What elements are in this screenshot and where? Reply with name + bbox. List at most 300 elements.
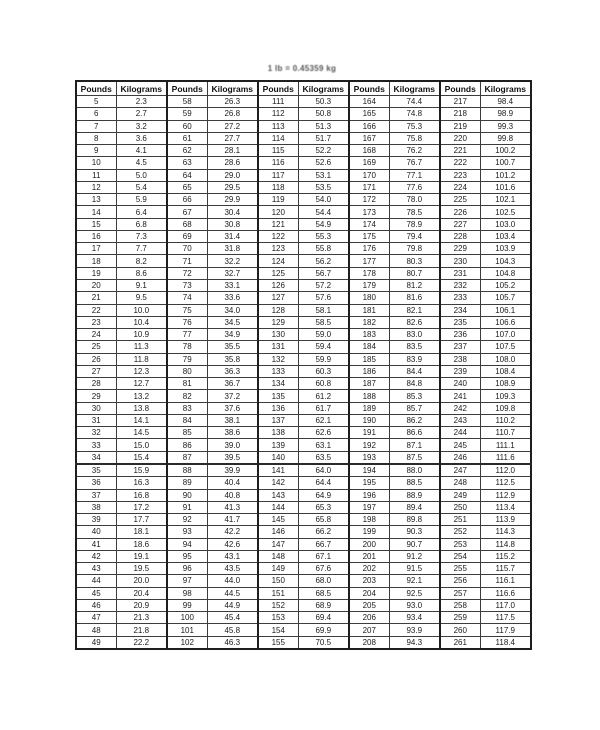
pounds-cell: 102 (167, 636, 207, 649)
kilograms-column-header: Kilograms (389, 81, 440, 96)
pounds-cell: 84 (167, 414, 207, 426)
pounds-cell: 136 (258, 402, 298, 414)
pounds-cell: 112 (258, 108, 298, 120)
kilograms-cell: 41.7 (207, 514, 258, 526)
kilograms-cell: 63.1 (298, 439, 349, 451)
kilograms-cell: 5.4 (116, 181, 167, 193)
kilograms-cell: 60.3 (298, 365, 349, 377)
pounds-cell: 86 (167, 439, 207, 451)
pounds-cell: 155 (258, 636, 298, 649)
pounds-cell: 60 (167, 120, 207, 132)
pounds-cell: 232 (440, 279, 480, 291)
kilograms-cell: 77.1 (389, 169, 440, 181)
kilograms-cell: 67.1 (298, 550, 349, 562)
kilograms-cell: 34.9 (207, 329, 258, 341)
pounds-cell: 93 (167, 526, 207, 538)
pounds-cell: 200 (349, 538, 389, 550)
pounds-column-header: Pounds (440, 81, 480, 96)
pounds-cell: 142 (258, 477, 298, 489)
pounds-cell: 24 (76, 329, 116, 341)
pounds-cell: 243 (440, 414, 480, 426)
pounds-cell: 71 (167, 255, 207, 267)
table-row (76, 464, 531, 477)
kilograms-cell: 113.4 (480, 501, 531, 513)
table-row (76, 612, 531, 624)
pounds-cell: 49 (76, 636, 116, 649)
table-row (76, 255, 531, 267)
kilograms-cell: 37.6 (207, 402, 258, 414)
pounds-cell: 148 (258, 550, 298, 562)
kilograms-cell: 65.3 (298, 501, 349, 513)
kilograms-cell: 91.2 (389, 550, 440, 562)
pounds-cell: 235 (440, 316, 480, 328)
pounds-cell: 30 (76, 402, 116, 414)
kilograms-cell: 17.2 (116, 501, 167, 513)
pounds-cell: 176 (349, 243, 389, 255)
kilograms-cell: 32.2 (207, 255, 258, 267)
kilograms-cell: 9.5 (116, 292, 167, 304)
table-row (76, 243, 531, 255)
kilograms-cell: 59.0 (298, 329, 349, 341)
table-row (76, 316, 531, 328)
pounds-cell: 194 (349, 464, 389, 477)
pounds-cell: 41 (76, 538, 116, 550)
kilograms-cell: 42.6 (207, 538, 258, 550)
pounds-cell: 131 (258, 341, 298, 353)
kilograms-cell: 111.6 (480, 451, 531, 464)
kilograms-cell: 27.2 (207, 120, 258, 132)
pounds-cell: 202 (349, 563, 389, 575)
pounds-cell: 15 (76, 218, 116, 230)
pounds-cell: 230 (440, 255, 480, 267)
pounds-cell: 27 (76, 365, 116, 377)
kilograms-cell: 86.6 (389, 427, 440, 439)
pounds-cell: 241 (440, 390, 480, 402)
kilograms-cell: 74.8 (389, 108, 440, 120)
pounds-cell: 44 (76, 575, 116, 587)
kilograms-cell: 89.8 (389, 514, 440, 526)
kilograms-cell: 68.5 (298, 587, 349, 599)
pounds-cell: 206 (349, 612, 389, 624)
kilograms-cell: 50.3 (298, 96, 349, 108)
kilograms-cell: 90.3 (389, 526, 440, 538)
table-row (76, 230, 531, 242)
pounds-cell: 79 (167, 353, 207, 365)
pounds-cell: 8 (76, 132, 116, 144)
kilograms-column-header: Kilograms (116, 81, 167, 96)
table-row (76, 575, 531, 587)
kilograms-cell: 92.5 (389, 587, 440, 599)
kilograms-cell: 84.8 (389, 378, 440, 390)
kilograms-cell: 39.5 (207, 451, 258, 464)
pounds-cell: 130 (258, 329, 298, 341)
kilograms-cell: 5.0 (116, 169, 167, 181)
kilograms-cell: 85.3 (389, 390, 440, 402)
kilograms-cell: 18.6 (116, 538, 167, 550)
kilograms-cell: 34.0 (207, 304, 258, 316)
kilograms-cell: 39.9 (207, 464, 258, 477)
table-row (76, 96, 531, 108)
table-row (76, 218, 531, 230)
kilograms-cell: 115.7 (480, 563, 531, 575)
kilograms-cell: 91.5 (389, 563, 440, 575)
kilograms-cell: 3.2 (116, 120, 167, 132)
kilograms-cell: 110.7 (480, 427, 531, 439)
kilograms-cell: 78.9 (389, 218, 440, 230)
pounds-cell: 253 (440, 538, 480, 550)
table-row (76, 169, 531, 181)
pounds-cell: 180 (349, 292, 389, 304)
kilograms-cell: 15.4 (116, 451, 167, 464)
kilograms-cell: 45.4 (207, 612, 258, 624)
pounds-cell: 227 (440, 218, 480, 230)
kilograms-cell: 20.0 (116, 575, 167, 587)
pounds-cell: 150 (258, 575, 298, 587)
pounds-cell: 61 (167, 132, 207, 144)
kilograms-cell: 13.8 (116, 402, 167, 414)
pounds-cell: 18 (76, 255, 116, 267)
pounds-cell: 258 (440, 599, 480, 611)
kilograms-cell: 100.7 (480, 157, 531, 169)
kilograms-cell: 83.9 (389, 353, 440, 365)
kilograms-cell: 38.6 (207, 427, 258, 439)
kilograms-cell: 88.5 (389, 477, 440, 489)
kilograms-cell: 31.4 (207, 230, 258, 242)
pounds-cell: 75 (167, 304, 207, 316)
kilograms-cell: 16.3 (116, 477, 167, 489)
kilograms-cell: 76.7 (389, 157, 440, 169)
kilograms-cell: 8.6 (116, 267, 167, 279)
pounds-column-header: Pounds (349, 81, 389, 96)
kilograms-cell: 6.8 (116, 218, 167, 230)
pounds-cell: 167 (349, 132, 389, 144)
kilograms-cell: 43.5 (207, 563, 258, 575)
pounds-cell: 182 (349, 316, 389, 328)
kilograms-cell: 109.3 (480, 390, 531, 402)
kilograms-cell: 110.2 (480, 414, 531, 426)
kilograms-cell: 7.3 (116, 230, 167, 242)
pounds-cell: 68 (167, 218, 207, 230)
pounds-cell: 252 (440, 526, 480, 538)
pounds-cell: 228 (440, 230, 480, 242)
kilograms-cell: 29.0 (207, 169, 258, 181)
kilograms-cell: 51.7 (298, 132, 349, 144)
pounds-cell: 118 (258, 181, 298, 193)
pounds-cell: 123 (258, 243, 298, 255)
pounds-cell: 38 (76, 501, 116, 513)
pounds-cell: 179 (349, 279, 389, 291)
kilograms-cell: 64.0 (298, 464, 349, 477)
pounds-cell: 88 (167, 464, 207, 477)
kilograms-cell: 93.4 (389, 612, 440, 624)
kilograms-column-header: Kilograms (207, 81, 258, 96)
pounds-cell: 224 (440, 181, 480, 193)
kilograms-cell: 68.0 (298, 575, 349, 587)
pounds-cell: 11 (76, 169, 116, 181)
pounds-cell: 137 (258, 414, 298, 426)
pounds-cell: 120 (258, 206, 298, 218)
pounds-cell: 254 (440, 550, 480, 562)
kilograms-cell: 75.3 (389, 120, 440, 132)
table-row (76, 624, 531, 636)
kilograms-cell: 94.3 (389, 636, 440, 649)
table-row (76, 194, 531, 206)
pounds-cell: 7 (76, 120, 116, 132)
pounds-cell: 100 (167, 612, 207, 624)
kilograms-cell: 112.5 (480, 477, 531, 489)
pounds-cell: 164 (349, 96, 389, 108)
kilograms-cell: 99.3 (480, 120, 531, 132)
pounds-cell: 242 (440, 402, 480, 414)
pounds-cell: 145 (258, 514, 298, 526)
kilograms-cell: 36.3 (207, 365, 258, 377)
kilograms-cell: 113.9 (480, 514, 531, 526)
pounds-cell: 124 (258, 255, 298, 267)
kilograms-cell: 76.2 (389, 145, 440, 157)
pounds-cell: 134 (258, 378, 298, 390)
kilograms-cell: 67.6 (298, 563, 349, 575)
pounds-cell: 48 (76, 624, 116, 636)
pounds-cell: 82 (167, 390, 207, 402)
kilograms-cell: 83.0 (389, 329, 440, 341)
pounds-cell: 149 (258, 563, 298, 575)
kilograms-cell: 87.1 (389, 439, 440, 451)
kilograms-cell: 5.9 (116, 194, 167, 206)
table-body (76, 96, 531, 650)
kilograms-cell: 104.3 (480, 255, 531, 267)
pounds-cell: 239 (440, 365, 480, 377)
pounds-cell: 187 (349, 378, 389, 390)
kilograms-cell: 34.5 (207, 316, 258, 328)
kilograms-cell: 52.6 (298, 157, 349, 169)
pounds-cell: 203 (349, 575, 389, 587)
pounds-cell: 99 (167, 599, 207, 611)
kilograms-cell: 93.0 (389, 599, 440, 611)
kilograms-cell: 100.2 (480, 145, 531, 157)
pounds-cell: 97 (167, 575, 207, 587)
kilograms-cell: 26.3 (207, 96, 258, 108)
kilograms-cell: 99.8 (480, 132, 531, 144)
kilograms-cell: 28.6 (207, 157, 258, 169)
pounds-cell: 66 (167, 194, 207, 206)
pounds-cell: 5 (76, 96, 116, 108)
pounds-cell: 13 (76, 194, 116, 206)
kilograms-cell: 59.9 (298, 353, 349, 365)
kilograms-cell: 77.6 (389, 181, 440, 193)
pounds-cell: 197 (349, 501, 389, 513)
kilograms-cell: 3.6 (116, 132, 167, 144)
pounds-cell: 185 (349, 353, 389, 365)
kilograms-cell: 90.7 (389, 538, 440, 550)
kilograms-cell: 56.7 (298, 267, 349, 279)
kilograms-cell: 41.3 (207, 501, 258, 513)
pounds-cell: 201 (349, 550, 389, 562)
pounds-cell: 166 (349, 120, 389, 132)
pounds-cell: 58 (167, 96, 207, 108)
pounds-cell: 101 (167, 624, 207, 636)
kilograms-cell: 101.2 (480, 169, 531, 181)
kilograms-cell: 21.8 (116, 624, 167, 636)
pounds-cell: 83 (167, 402, 207, 414)
kilograms-cell: 80.7 (389, 267, 440, 279)
kilograms-cell: 103.0 (480, 218, 531, 230)
pounds-column-header: Pounds (258, 81, 298, 96)
kilograms-cell: 80.3 (389, 255, 440, 267)
pounds-cell: 40 (76, 526, 116, 538)
kilograms-cell: 2.3 (116, 96, 167, 108)
kilograms-cell: 14.1 (116, 414, 167, 426)
pounds-cell: 174 (349, 218, 389, 230)
pounds-cell: 128 (258, 304, 298, 316)
kilograms-cell: 103.9 (480, 243, 531, 255)
pounds-cell: 199 (349, 526, 389, 538)
pounds-cell: 22 (76, 304, 116, 316)
kilograms-cell: 21.3 (116, 612, 167, 624)
kilograms-cell: 63.5 (298, 451, 349, 464)
kilograms-cell: 81.2 (389, 279, 440, 291)
kilograms-cell: 108.4 (480, 365, 531, 377)
pounds-cell: 260 (440, 624, 480, 636)
pounds-cell: 218 (440, 108, 480, 120)
table-row (76, 341, 531, 353)
pounds-cell: 175 (349, 230, 389, 242)
kilograms-cell: 59.4 (298, 341, 349, 353)
pounds-cell: 154 (258, 624, 298, 636)
pounds-cell: 125 (258, 267, 298, 279)
kilograms-cell: 115.2 (480, 550, 531, 562)
kilograms-cell: 29.5 (207, 181, 258, 193)
kilograms-cell: 8.2 (116, 255, 167, 267)
kilograms-cell: 74.4 (389, 96, 440, 108)
pounds-cell: 205 (349, 599, 389, 611)
kilograms-cell: 118.4 (480, 636, 531, 649)
kilograms-cell: 45.8 (207, 624, 258, 636)
table-row (76, 477, 531, 489)
kilograms-cell: 33.1 (207, 279, 258, 291)
kilograms-cell: 106.1 (480, 304, 531, 316)
kilograms-cell: 68.9 (298, 599, 349, 611)
kilograms-cell: 12.7 (116, 378, 167, 390)
kilograms-cell: 19.5 (116, 563, 167, 575)
kilograms-cell: 35.8 (207, 353, 258, 365)
kilograms-cell: 50.8 (298, 108, 349, 120)
kilograms-cell: 64.9 (298, 489, 349, 501)
pounds-cell: 89 (167, 477, 207, 489)
kilograms-cell: 53.5 (298, 181, 349, 193)
pounds-cell: 92 (167, 514, 207, 526)
pounds-cell: 94 (167, 538, 207, 550)
table-row (76, 353, 531, 365)
pounds-cell: 246 (440, 451, 480, 464)
pounds-cell: 221 (440, 145, 480, 157)
kilograms-cell: 102.1 (480, 194, 531, 206)
pounds-cell: 238 (440, 353, 480, 365)
pounds-cell: 62 (167, 145, 207, 157)
kilograms-cell: 102.5 (480, 206, 531, 218)
kilograms-cell: 15.9 (116, 464, 167, 477)
pounds-cell: 138 (258, 427, 298, 439)
kilograms-cell: 70.5 (298, 636, 349, 649)
pounds-cell: 96 (167, 563, 207, 575)
pounds-cell: 19 (76, 267, 116, 279)
pounds-cell: 169 (349, 157, 389, 169)
pounds-cell: 78 (167, 341, 207, 353)
kilograms-cell: 9.1 (116, 279, 167, 291)
table-row (76, 427, 531, 439)
kilograms-cell: 117.0 (480, 599, 531, 611)
kilograms-cell: 88.0 (389, 464, 440, 477)
pounds-cell: 45 (76, 587, 116, 599)
pounds-cell: 217 (440, 96, 480, 108)
kilograms-column-header: Kilograms (480, 81, 531, 96)
pounds-cell: 119 (258, 194, 298, 206)
pounds-cell: 12 (76, 181, 116, 193)
pounds-cell: 207 (349, 624, 389, 636)
kilograms-cell: 2.7 (116, 108, 167, 120)
pounds-cell: 72 (167, 267, 207, 279)
kilograms-cell: 57.2 (298, 279, 349, 291)
kilograms-cell: 12.3 (116, 365, 167, 377)
kilograms-cell: 61.7 (298, 402, 349, 414)
pounds-cell: 46 (76, 599, 116, 611)
pounds-cell: 204 (349, 587, 389, 599)
pounds-column-header: Pounds (167, 81, 207, 96)
pounds-cell: 73 (167, 279, 207, 291)
kilograms-cell: 104.8 (480, 267, 531, 279)
kilograms-cell: 11.8 (116, 353, 167, 365)
pounds-cell: 74 (167, 292, 207, 304)
kilograms-cell: 86.2 (389, 414, 440, 426)
pounds-cell: 129 (258, 316, 298, 328)
table-row (76, 563, 531, 575)
kilograms-cell: 30.8 (207, 218, 258, 230)
pounds-cell: 39 (76, 514, 116, 526)
kilograms-cell: 35.5 (207, 341, 258, 353)
kilograms-cell: 112.9 (480, 489, 531, 501)
pounds-cell: 231 (440, 267, 480, 279)
kilograms-cell: 107.5 (480, 341, 531, 353)
kilograms-cell: 33.6 (207, 292, 258, 304)
pounds-cell: 229 (440, 243, 480, 255)
pounds-cell: 64 (167, 169, 207, 181)
kilograms-cell: 11.3 (116, 341, 167, 353)
table-row (76, 157, 531, 169)
pounds-cell: 173 (349, 206, 389, 218)
kilograms-cell: 56.2 (298, 255, 349, 267)
kilograms-cell: 98.9 (480, 108, 531, 120)
pounds-cell: 70 (167, 243, 207, 255)
pounds-cell: 141 (258, 464, 298, 477)
pounds-cell: 244 (440, 427, 480, 439)
kilograms-cell: 54.0 (298, 194, 349, 206)
pounds-cell: 152 (258, 599, 298, 611)
kilograms-cell: 17.7 (116, 514, 167, 526)
pounds-cell: 139 (258, 439, 298, 451)
pounds-cell: 29 (76, 390, 116, 402)
pounds-cell: 10 (76, 157, 116, 169)
pounds-cell: 237 (440, 341, 480, 353)
pounds-cell: 259 (440, 612, 480, 624)
kilograms-cell: 108.0 (480, 353, 531, 365)
pounds-cell: 26 (76, 353, 116, 365)
kilograms-cell: 10.4 (116, 316, 167, 328)
kilograms-cell: 40.8 (207, 489, 258, 501)
pounds-cell: 245 (440, 439, 480, 451)
pounds-cell: 35 (76, 464, 116, 477)
pounds-cell: 122 (258, 230, 298, 242)
pounds-cell: 153 (258, 612, 298, 624)
kilograms-cell: 20.9 (116, 599, 167, 611)
